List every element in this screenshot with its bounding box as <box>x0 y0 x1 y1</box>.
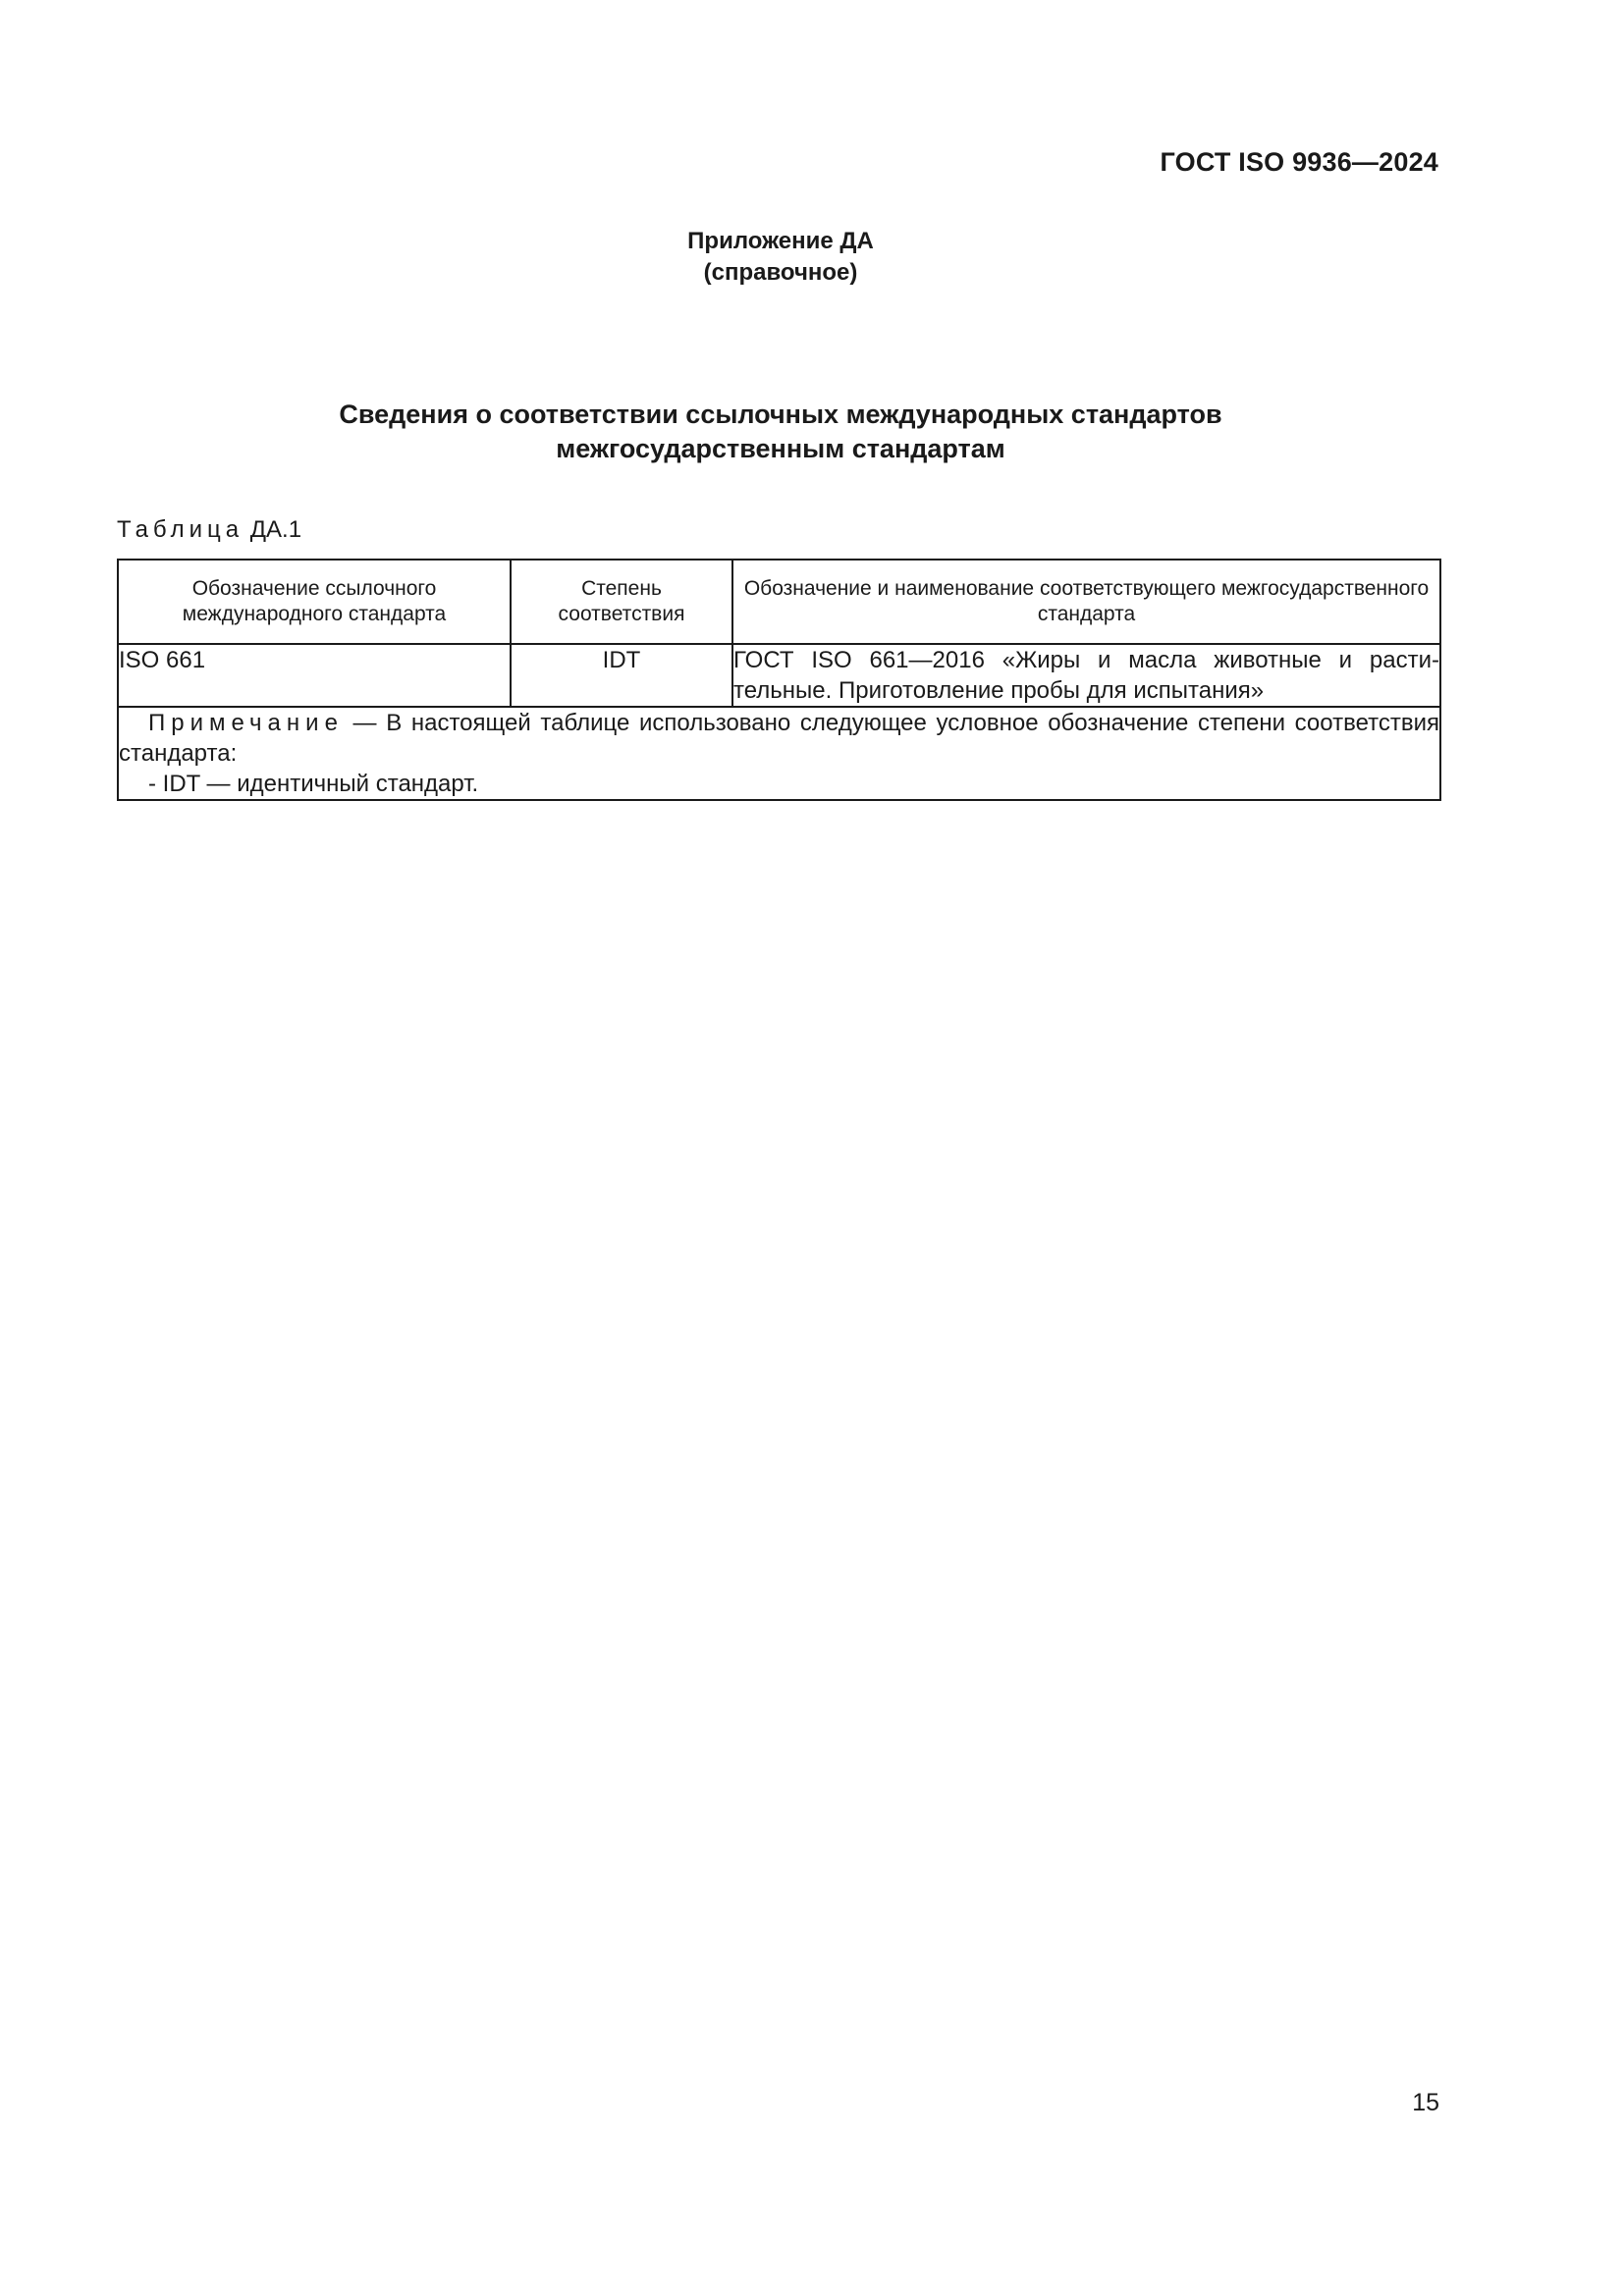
appendix-title: Приложение ДА <box>687 228 874 254</box>
table-note-row <box>118 707 1440 800</box>
section-title-line-1: Сведения о соответствии ссылочных международных стандартов <box>339 400 1222 429</box>
page-number: 15 <box>1412 2089 1439 2116</box>
table-header-row <box>118 560 1440 644</box>
table-note <box>118 707 1440 800</box>
note-label: Примечание <box>148 710 344 736</box>
section-title-line-2: межгосударственным стандартам <box>556 434 1005 463</box>
header-interstate-standard: Обозначение и наименование соответствующего межгосударственного стандарта <box>732 560 1440 644</box>
table-caption-number: ДА.1 <box>249 516 302 543</box>
conformity-table <box>117 559 1441 801</box>
section-title <box>0 398 1561 466</box>
cell-international-standard: ISO 661 <box>118 644 511 707</box>
appendix-type: (справочное) <box>703 259 858 286</box>
table-caption <box>117 516 301 544</box>
note-item: - IDT — идентичный стандарт. <box>148 771 479 797</box>
cell-interstate-standard: ГОСТ ISO 661—2016 «Жиры и масла животные и расти-тельные. Приготовление пробы для испытания» <box>732 644 1440 707</box>
header-international-standard: Обозначение ссылочного международного стандарта <box>118 560 511 644</box>
header-degree: Степень соответствия <box>511 560 732 644</box>
table-row <box>118 644 1440 707</box>
note-text: — В настоящей таблице использовано следующее условное обозначение степени соответствия стандарта: <box>119 710 1439 767</box>
table-caption-word: Таблица <box>117 516 244 543</box>
cell-degree: IDT <box>511 644 732 707</box>
document-code: ГОСТ ISO 9936—2024 <box>1160 147 1438 177</box>
appendix-heading <box>0 226 1561 289</box>
